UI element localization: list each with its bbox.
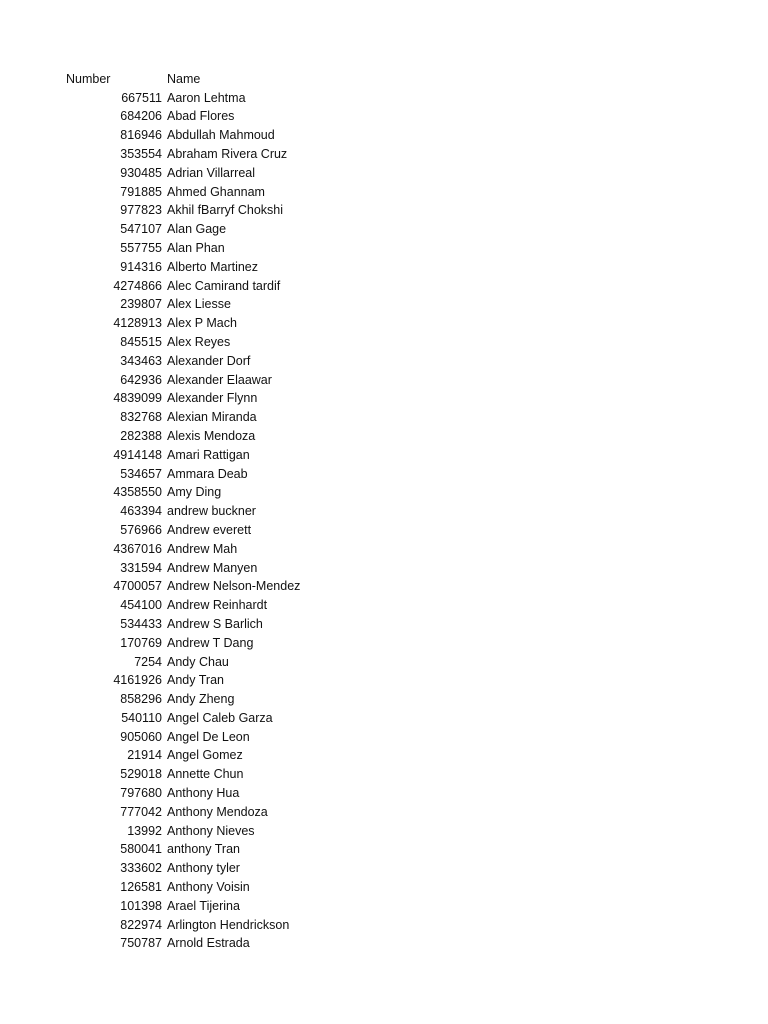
row-name: Abad Flores xyxy=(167,109,235,124)
row-name: Arnold Estrada xyxy=(167,936,250,951)
row-name: Alexis Mendoza xyxy=(167,428,256,443)
table-row xyxy=(0,483,768,502)
row-number: 777042 xyxy=(120,804,162,819)
row-name: Andy Zheng xyxy=(167,692,235,707)
row-number: 239807 xyxy=(120,297,162,312)
table-row xyxy=(0,521,768,540)
table-row xyxy=(0,559,768,578)
row-name: Alberto Martinez xyxy=(167,259,259,274)
row-name: Andrew Reinhardt xyxy=(167,598,268,613)
row-number: 667511 xyxy=(121,90,162,105)
table-row xyxy=(0,183,768,202)
row-number: 331594 xyxy=(120,560,162,575)
row-name: Alec Camirand tardif xyxy=(167,278,281,293)
row-name: Andrew everett xyxy=(167,522,252,537)
table-row xyxy=(0,897,768,916)
table-row xyxy=(0,314,768,333)
table-row xyxy=(0,784,768,803)
row-number: 343463 xyxy=(120,353,162,368)
table-row xyxy=(0,352,768,371)
row-number: 7254 xyxy=(134,654,162,669)
row-number: 534657 xyxy=(120,466,162,481)
row-number: 4128913 xyxy=(113,316,162,331)
row-name: Ahmed Ghannam xyxy=(167,184,265,199)
table-row xyxy=(0,596,768,615)
row-number: 845515 xyxy=(120,334,162,349)
row-name: Abdullah Mahmoud xyxy=(167,128,275,143)
row-number: 4358550 xyxy=(113,485,162,500)
table-row xyxy=(0,615,768,634)
row-name: Anthony Voisin xyxy=(167,880,250,895)
row-name: Amari Rattigan xyxy=(167,447,250,462)
row-number: 282388 xyxy=(120,428,162,443)
table-row xyxy=(0,840,768,859)
row-name: Arlington Hendrickson xyxy=(167,917,290,932)
row-name: Angel De Leon xyxy=(167,729,250,744)
table-row xyxy=(0,540,768,559)
row-name: Andrew Mah xyxy=(167,541,238,556)
row-number: 13992 xyxy=(127,823,162,838)
row-name: Akhil fBarryf Chokshi xyxy=(167,203,284,218)
table-row xyxy=(0,728,768,747)
table-row xyxy=(0,295,768,314)
row-number: 540110 xyxy=(121,710,162,725)
row-number: 463394 xyxy=(120,504,162,519)
row-name: Andrew S Barlich xyxy=(167,616,263,631)
row-number: 21914 xyxy=(127,748,162,763)
table-row xyxy=(0,333,768,352)
row-number: 905060 xyxy=(120,729,162,744)
row-name: Alexander Dorf xyxy=(167,353,251,368)
row-number: 4839099 xyxy=(113,391,162,406)
table-row xyxy=(0,502,768,521)
table-row xyxy=(0,239,768,258)
table-row xyxy=(0,822,768,841)
table-row xyxy=(0,446,768,465)
row-number: 797680 xyxy=(120,786,162,801)
row-number: 170769 xyxy=(120,635,162,650)
row-name: Alex P Mach xyxy=(167,316,237,331)
row-name: Angel Gomez xyxy=(167,748,243,763)
row-number: 4914148 xyxy=(113,447,162,462)
row-number: 333602 xyxy=(120,861,162,876)
row-number: 832768 xyxy=(120,410,162,425)
row-number: 4161926 xyxy=(113,673,162,688)
row-number: 454100 xyxy=(120,598,162,613)
row-number: 816946 xyxy=(120,128,162,143)
row-number: 642936 xyxy=(120,372,162,387)
row-name: Alan Gage xyxy=(167,222,227,237)
table-row xyxy=(0,916,768,935)
table-row xyxy=(0,465,768,484)
header-row xyxy=(0,70,768,88)
row-number: 126581 xyxy=(120,880,162,895)
table-row xyxy=(0,220,768,239)
row-number: 930485 xyxy=(120,165,162,180)
row-name: Andrew Manyen xyxy=(167,560,258,575)
row-number: 4274866 xyxy=(113,278,162,293)
row-number: 4367016 xyxy=(113,541,162,556)
row-number: 791885 xyxy=(120,184,162,199)
row-name: Andy Tran xyxy=(167,673,224,688)
row-name: Anthony tyler xyxy=(167,861,240,876)
table-row xyxy=(0,671,768,690)
table-row xyxy=(0,878,768,897)
table-row xyxy=(0,408,768,427)
row-name: Andrew Nelson-Mendez xyxy=(167,579,301,594)
row-number: 977823 xyxy=(120,203,162,218)
table-row xyxy=(0,107,768,126)
data-rows xyxy=(0,89,768,954)
row-name: Andrew T Dang xyxy=(167,635,254,650)
row-name: Anthony Mendoza xyxy=(167,804,268,819)
row-name: Adrian Villarreal xyxy=(167,165,256,180)
name-column-header: Name xyxy=(167,72,201,86)
row-name: Ammara Deab xyxy=(167,466,248,481)
row-number: 576966 xyxy=(120,522,162,537)
table-row xyxy=(0,803,768,822)
row-name: Alexian Miranda xyxy=(167,410,257,425)
table-row xyxy=(0,934,768,953)
row-number: 557755 xyxy=(120,240,162,255)
row-name: Abraham Rivera Cruz xyxy=(167,146,288,161)
table-row xyxy=(0,258,768,277)
row-name: Alan Phan xyxy=(167,240,225,255)
row-number: 580041 xyxy=(120,842,162,857)
table-row xyxy=(0,577,768,596)
row-number: 4700057 xyxy=(113,579,162,594)
table-row xyxy=(0,277,768,296)
row-name: Angel Caleb Garza xyxy=(167,710,273,725)
row-name: anthony Tran xyxy=(167,842,240,857)
table-row xyxy=(0,164,768,183)
table-row xyxy=(0,859,768,878)
table-row xyxy=(0,389,768,408)
row-number: 684206 xyxy=(120,109,162,124)
table-row xyxy=(0,765,768,784)
table-row xyxy=(0,201,768,220)
table-row xyxy=(0,371,768,390)
row-name: Aaron Lehtma xyxy=(167,90,246,105)
row-name: Alexander Flynn xyxy=(167,391,258,406)
row-number: 353554 xyxy=(120,146,162,161)
row-number: 547107 xyxy=(120,222,162,237)
row-number: 914316 xyxy=(120,259,162,274)
table-row xyxy=(0,746,768,765)
row-name: Anthony Nieves xyxy=(167,823,255,838)
row-name: Anthony Hua xyxy=(167,786,240,801)
row-name: Alex Liesse xyxy=(167,297,231,312)
row-number: 750787 xyxy=(120,936,162,951)
table-row xyxy=(0,690,768,709)
row-number: 529018 xyxy=(120,767,162,782)
row-name: Amy Ding xyxy=(167,485,222,500)
row-name: andrew buckner xyxy=(167,504,256,519)
table-row xyxy=(0,709,768,728)
table-row xyxy=(0,126,768,145)
table-row xyxy=(0,634,768,653)
row-number: 534433 xyxy=(120,616,162,631)
table-row xyxy=(0,89,768,108)
row-name: Alexander Elaawar xyxy=(167,372,272,387)
table-row xyxy=(0,653,768,672)
row-number: 101398 xyxy=(120,898,162,913)
row-name: Arael Tijerina xyxy=(167,898,240,913)
row-number: 858296 xyxy=(120,692,162,707)
number-column-header: Number xyxy=(66,72,111,86)
row-name: Andy Chau xyxy=(167,654,229,669)
row-name: Alex Reyes xyxy=(167,334,231,349)
table-row xyxy=(0,145,768,164)
row-name: Annette Chun xyxy=(167,767,244,782)
table-row xyxy=(0,427,768,446)
row-number: 822974 xyxy=(120,917,162,932)
